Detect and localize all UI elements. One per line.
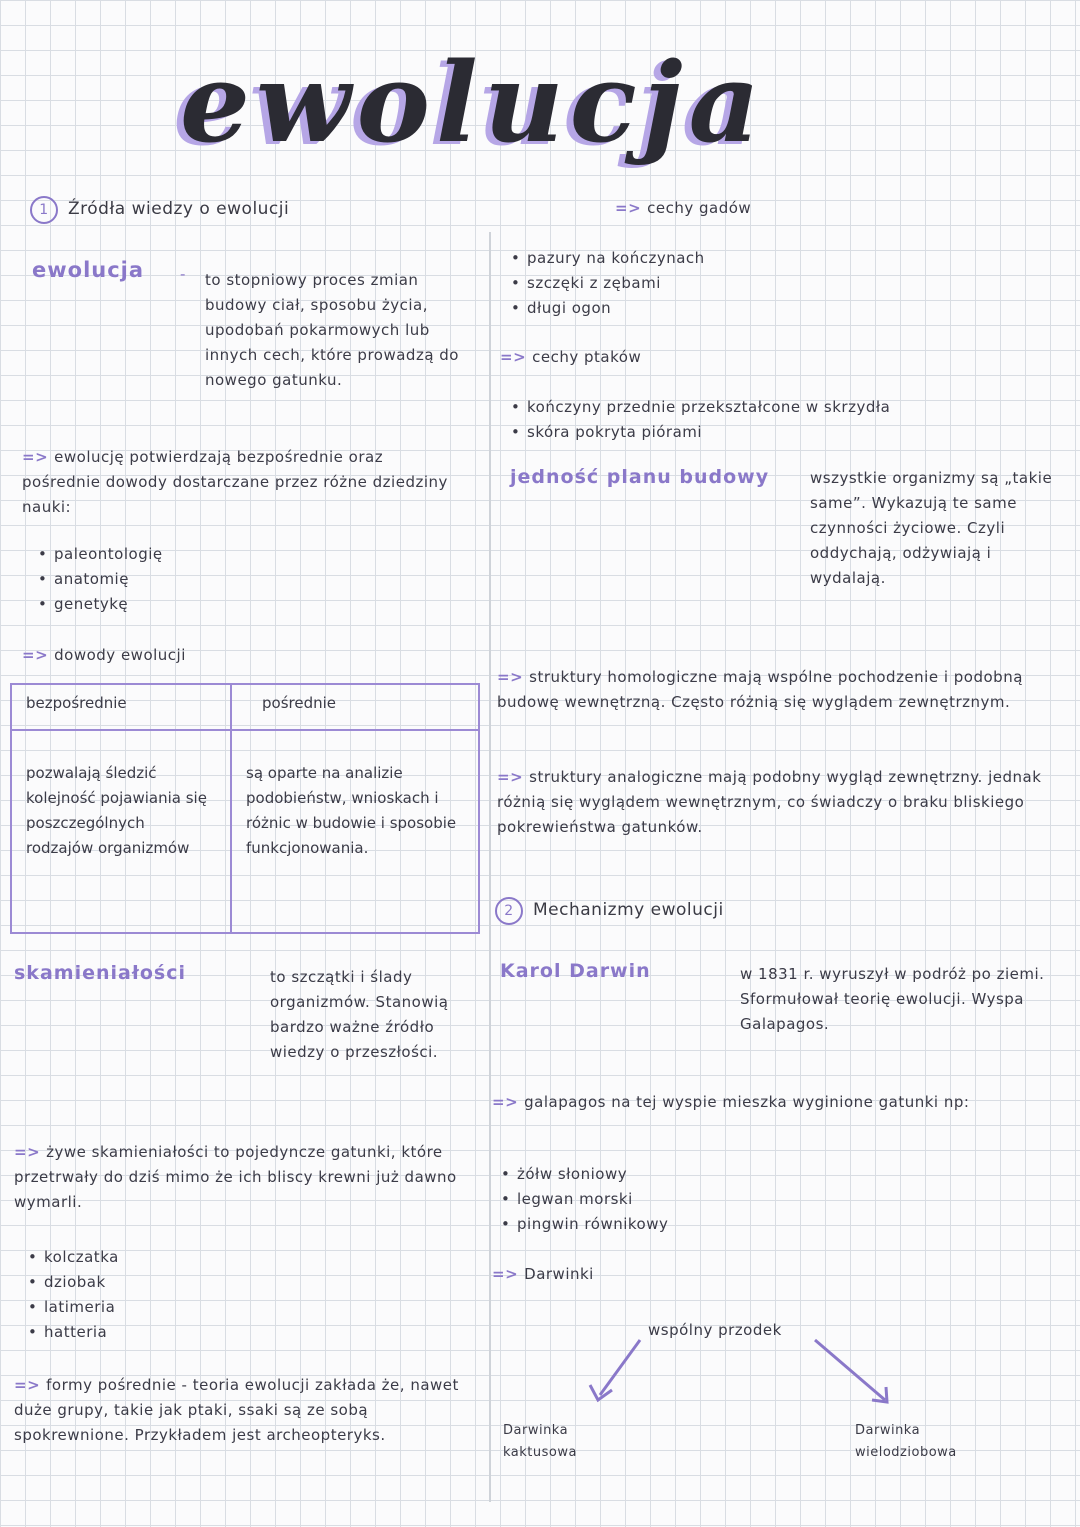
living-fossils: [14, 1140, 474, 1215]
term-dash: -: [180, 265, 186, 283]
term-skamienialosci: skamieniałości: [14, 962, 187, 984]
homologous-text: struktury homologiczne mają wspólne pochodzenie i podobną budowę wewnętrzną. Często różnią się wyglądem zewnętrznym.: [497, 668, 1023, 711]
intermediate-forms: [14, 1373, 479, 1448]
ewolucja-definition: to stopniowy proces zmian budowy ciał, sposobu życia, upodobań pokarmowych lub innych cech, które prowadzą do nowego gatunku.: [205, 271, 459, 389]
list-item: • latimeria: [22, 1295, 272, 1320]
table-cell: są oparte na analizie podobieństw, wnioskach i różnic w budowie i sposobie funkcjonowania.: [231, 730, 479, 933]
bird-heading: [500, 345, 641, 370]
unity-definition: wszystkie organizmy są „takie same”. Wykazują te same czynności życiowe. Czyli oddychają, odżywiają i wydalają.: [810, 469, 1053, 587]
arrow-icon: =>: [22, 646, 49, 664]
list-item: • skóra pokryta piórami: [505, 420, 1025, 445]
term-ewolucja: ewolucja: [32, 258, 145, 282]
arrow-icon: =>: [615, 199, 642, 217]
finches-heading: [492, 1262, 594, 1287]
intermediate-forms-text: formy pośrednie - teoria ewolucji zakłada że, nawet duże grupy, takie jak ptaki, ssaki są ze sobą spokrewnione. Przykładem jest archeopteryks.: [14, 1376, 459, 1444]
arrow-icon: =>: [497, 668, 524, 686]
arrow-line-left: [600, 1340, 640, 1395]
table-header: pośrednie: [231, 684, 479, 730]
reptile-heading: [615, 196, 751, 221]
section-number-2: 2: [495, 897, 523, 925]
homologous-structures: [497, 665, 1057, 715]
section-1-title: Źródła wiedzy o ewolucji: [68, 199, 290, 219]
list-item: • legwan morski: [495, 1187, 795, 1212]
living-fossils-text: żywe skamieniałości to pojedyncze gatunki, które przetrwały do dziś mimo że ich bliscy krewni już dawno wymarli.: [14, 1143, 457, 1211]
term-unity: jedność planu budowy: [510, 466, 770, 488]
arrow-icon: =>: [492, 1093, 519, 1111]
sciences-list: [32, 542, 332, 617]
list-item: • dziobak: [22, 1270, 272, 1295]
table-header-row: [11, 684, 479, 730]
section-2-heading: [495, 897, 915, 925]
finches-heading-text: Darwinki: [524, 1265, 594, 1283]
darwin-definition: w 1831 r. wyruszył w podróż po ziemi. Sformułował teorię ewolucji. Wyspa Galapagos.: [740, 965, 1045, 1033]
reptile-traits: [505, 246, 985, 321]
reptile-heading-text: cechy gadów: [647, 199, 752, 217]
arrow-icon: =>: [14, 1143, 41, 1161]
bird-traits: [505, 395, 1025, 445]
arrow-icon: =>: [22, 448, 49, 466]
page-title: ewolucja: [180, 38, 766, 167]
galapagos-text: galapagos na tej wyspie mieszka wyginione gatunki np:: [524, 1093, 970, 1111]
list-item: • hatteria: [22, 1320, 272, 1345]
list-item: • żółw słoniowy: [495, 1162, 795, 1187]
proofs-heading-text: dowody ewolucji: [54, 646, 186, 664]
list-item: • kolczatka: [22, 1245, 272, 1270]
list-item: • pingwin równikowy: [495, 1212, 795, 1237]
section-2-title: Mechanizmy ewolucji: [533, 900, 724, 920]
section-1-heading: [30, 196, 450, 224]
proofs-table: [10, 683, 480, 934]
arrow-icon: =>: [497, 768, 524, 786]
evolution-arrows: [560, 1330, 940, 1420]
finch-large-beak: Darwinka wielodziobowa: [855, 1423, 957, 1460]
analogous-text: struktury analogiczne mają podobny wygląd zewnętrzny. jednak różnią się wyglądem wewnętrznym, co świadczy o braku bliskiego pokrewieństwa gatunków.: [497, 768, 1042, 836]
finch-cactus: Darwinka kaktusowa: [503, 1423, 577, 1460]
common-ancestor: wspólny przodek: [648, 1321, 782, 1339]
list-item: • szczęki z zębami: [505, 271, 985, 296]
arrow-line-right: [815, 1340, 885, 1400]
galapagos-species: [495, 1162, 795, 1237]
term-darwin: Karol Darwin: [500, 960, 651, 982]
living-fossils-list: [22, 1245, 272, 1345]
bird-heading-text: cechy ptaków: [532, 348, 642, 366]
column-divider: [489, 232, 491, 1502]
list-item: • kończyny przednie przekształcone w skrzydła: [505, 395, 1025, 420]
proofs-heading: [22, 643, 186, 668]
arrow-icon: =>: [492, 1265, 519, 1283]
table-cell: pozwalają śledzić kolejność pojawiania się poszczególnych rodzajów organizmów: [11, 730, 231, 933]
evidence-intro-text: ewolucję potwierdzają bezpośrednie oraz pośrednie dowody dostarczane przez różne dziedziny nauki:: [22, 448, 448, 516]
table-header: bezpośrednie: [11, 684, 231, 730]
fossils-definition: to szczątki i ślady organizmów. Stanowią bardzo ważne źródło wiedzy o przeszłości.: [270, 968, 449, 1061]
list-item: • anatomię: [32, 567, 332, 592]
analogous-structures: [497, 765, 1057, 840]
list-item: • pazury na kończynach: [505, 246, 985, 271]
list-item: • paleontologię: [32, 542, 332, 567]
galapagos-intro: [492, 1090, 1052, 1115]
arrow-icon: =>: [14, 1376, 41, 1394]
evidence-intro: [22, 445, 462, 520]
section-number-1: 1: [30, 196, 58, 224]
table-row: [11, 730, 479, 933]
list-item: • długi ogon: [505, 296, 985, 321]
arrow-icon: =>: [500, 348, 527, 366]
list-item: • genetykę: [32, 592, 332, 617]
